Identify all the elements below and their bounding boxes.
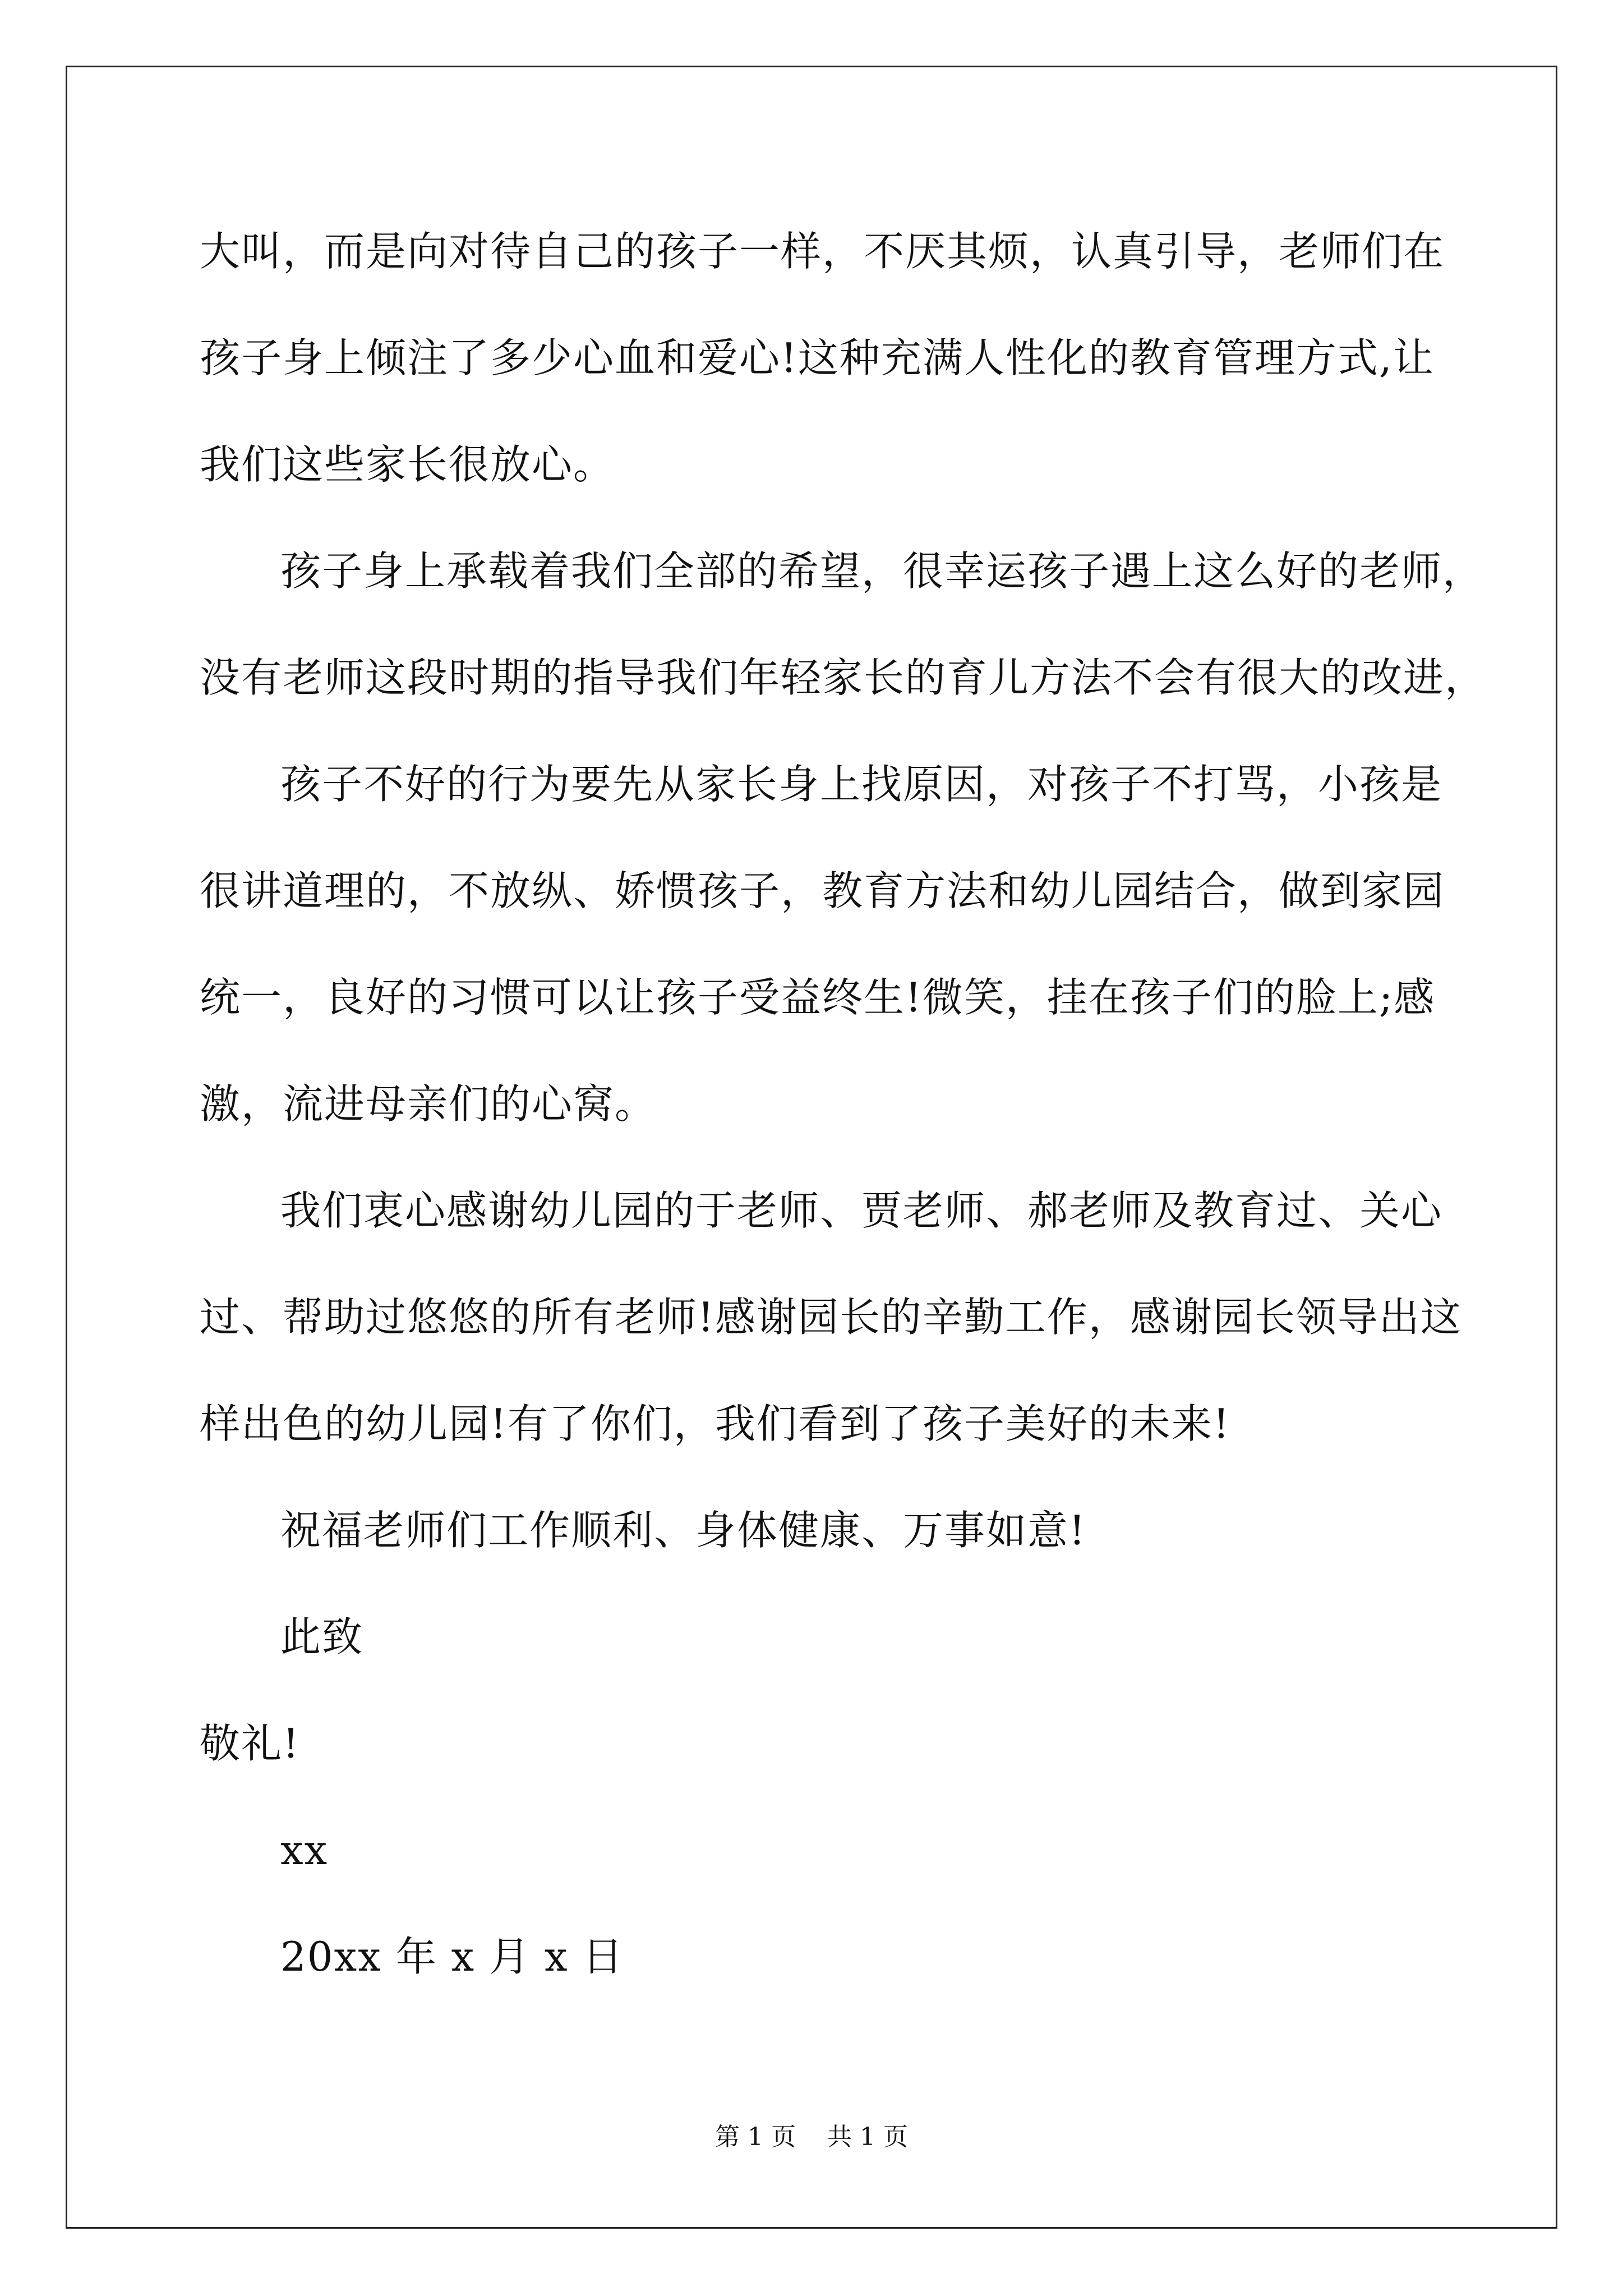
body-text-line: 激，流进母亲们的心窝。 — [200, 1080, 657, 1128]
page-border — [66, 66, 1557, 2229]
body-text-line: 大叫，而是向对待自己的孩子一样，不厌其烦，认真引导，老师们在 — [200, 228, 1445, 275]
body-text-line: 孩子身上承载着我们全部的希望，很幸运孩子遇上这么好的老师， — [280, 547, 1484, 595]
body-text-line: 统一，良好的习惯可以让孩子受益终生!微笑，挂在孩子们的脸上;感 — [200, 974, 1436, 1021]
body-text-line: 过、帮助过悠悠的所有老师!感谢园长的辛勤工作，感谢园长领导出这 — [200, 1294, 1462, 1341]
salutation-cizhi: 此致 — [280, 1613, 364, 1660]
body-text-line: 很讲道理的，不放纵、娇惯孩子，教育方法和幼儿园结合，做到家园 — [200, 867, 1445, 914]
closing-wish: 祝福老师们工作顺利、身体健康、万事如意! — [280, 1507, 1086, 1554]
salutation-jingli: 敬礼! — [200, 1720, 300, 1767]
body-text-line: 我们这些家长很放心。 — [200, 441, 615, 488]
body-text-line: 样出色的幼儿园!有了你们，我们看到了孩子美好的未来! — [200, 1400, 1230, 1447]
body-text-line: 孩子身上倾注了多少心血和爱心!这种充满人性化的教育管理方式,让 — [200, 334, 1435, 381]
body-text-line: 没有老师这段时期的指导我们年轻家长的育儿方法不会有很大的改进， — [200, 654, 1487, 701]
body-text-line: 我们衷心感谢幼儿园的于老师、贾老师、郝老师及教育过、关心 — [280, 1187, 1443, 1234]
body-text-line: 孩子不好的行为要先从家长身上找原因，对孩子不打骂，小孩是 — [280, 761, 1443, 808]
signature-date: 20xx 年 x 月 x 日 — [280, 1933, 624, 1980]
page-number-footer: 第 1 页 共 1 页 — [715, 2123, 908, 2151]
signature-name: xx — [280, 1826, 329, 1874]
